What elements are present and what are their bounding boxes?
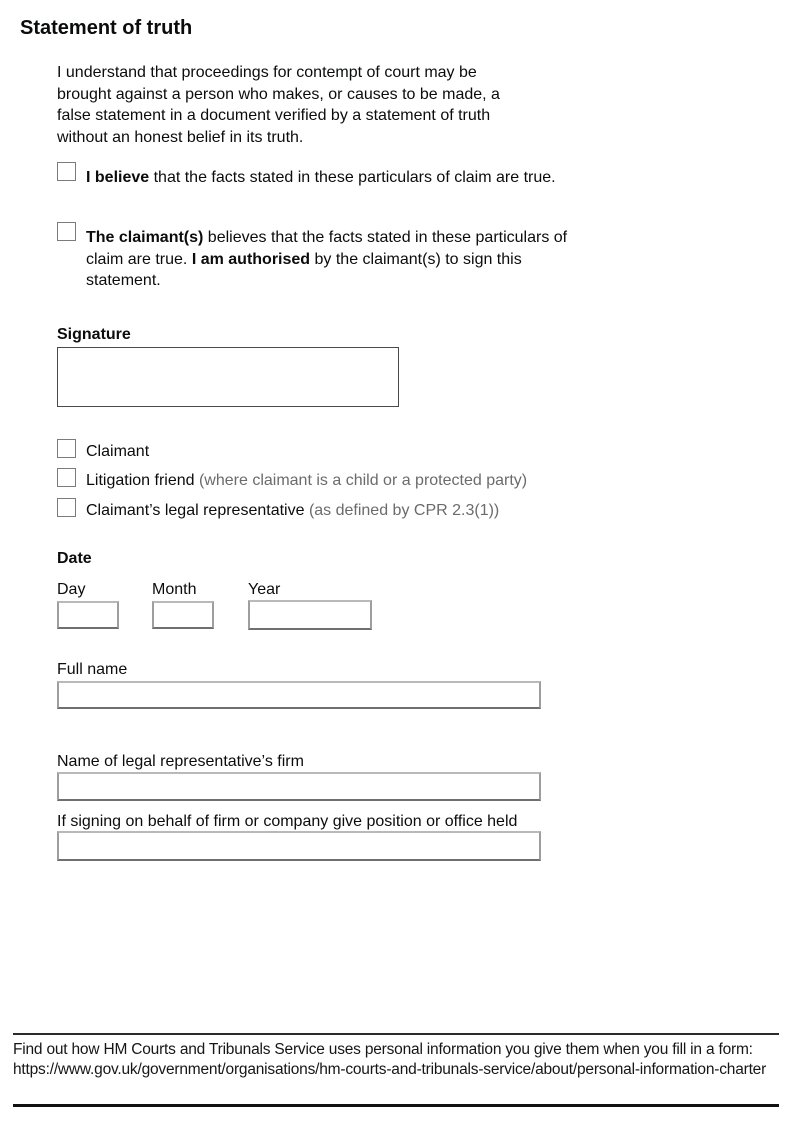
contempt-warning-text: I understand that proceedings for contempt of court may be brought against a person who makes, or causes to be made, a false statement in a document verified by a statement of truth without an honest belief in its truth.: [57, 64, 500, 146]
role-claimant-checkbox[interactable]: [57, 439, 76, 458]
claimant-believes-rest-2: by the claimant(s) to sign this statement.: [86, 250, 522, 289]
year-label: Year: [248, 581, 281, 598]
date-label: Date: [57, 550, 92, 567]
position-held-label: If signing on behalf of firm or company give position or office held: [57, 813, 518, 830]
firm-name-input[interactable]: [57, 772, 541, 801]
day-label: Day: [57, 581, 86, 598]
role-claimant-label-text: Claimant: [86, 443, 150, 460]
full-name-input[interactable]: [57, 681, 541, 709]
full-name-label: Full name: [57, 661, 128, 678]
signature-field[interactable]: [57, 347, 399, 407]
i-believe-checkbox[interactable]: [57, 162, 76, 181]
month-label: Month: [152, 581, 197, 598]
role-legal-representative-checkbox[interactable]: [57, 498, 76, 517]
i-believe-label-rest: that the facts stated in these particulars of claim are true.: [149, 169, 556, 186]
footer-top-rule: [13, 1033, 779, 1035]
role-legal-representative-label: [86, 500, 499, 522]
role-litigation-friend-checkbox[interactable]: [57, 468, 76, 487]
role-claimant-label: [86, 441, 149, 463]
i-believe-label: [86, 167, 573, 189]
role-litigation-friend-note: (where claimant is a child or a protected party): [198, 472, 528, 489]
signature-label: Signature: [57, 326, 131, 343]
role-legal-representative-note: (as defined by CPR 2.3(1)): [308, 502, 500, 519]
claimant-believes-checkbox[interactable]: [57, 222, 76, 241]
claimant-believes-bold-2: I am authorised: [191, 250, 311, 268]
day-input[interactable]: [57, 601, 119, 629]
year-input[interactable]: [248, 600, 372, 630]
claimant-believes-rest-1: believes that the facts stated in these particulars of claim are true.: [86, 229, 568, 268]
page-title: Statement of truth: [20, 17, 193, 39]
i-believe-label-bold: I believe: [86, 169, 150, 186]
claimant-believes-label: [86, 227, 576, 292]
firm-name-label: Name of legal representative’s firm: [57, 753, 304, 770]
personal-information-notice: Find out how HM Courts and Tribunals Service uses personal information you give them when you fill in a form: https://www.gov.uk/government/organisations/hm-courts-and-tribunals-service/about/personal-information-charter: [13, 1041, 767, 1078]
position-held-input[interactable]: [57, 831, 541, 861]
role-litigation-friend-label-text: Litigation friend: [86, 472, 195, 489]
role-litigation-friend-label: [86, 470, 527, 492]
claimant-believes-bold-1: The claimant(s): [86, 229, 204, 246]
footer-bottom-rule: [13, 1104, 779, 1107]
role-legal-representative-label-text: Claimant’s legal representative: [86, 502, 305, 519]
month-input[interactable]: [152, 601, 214, 629]
